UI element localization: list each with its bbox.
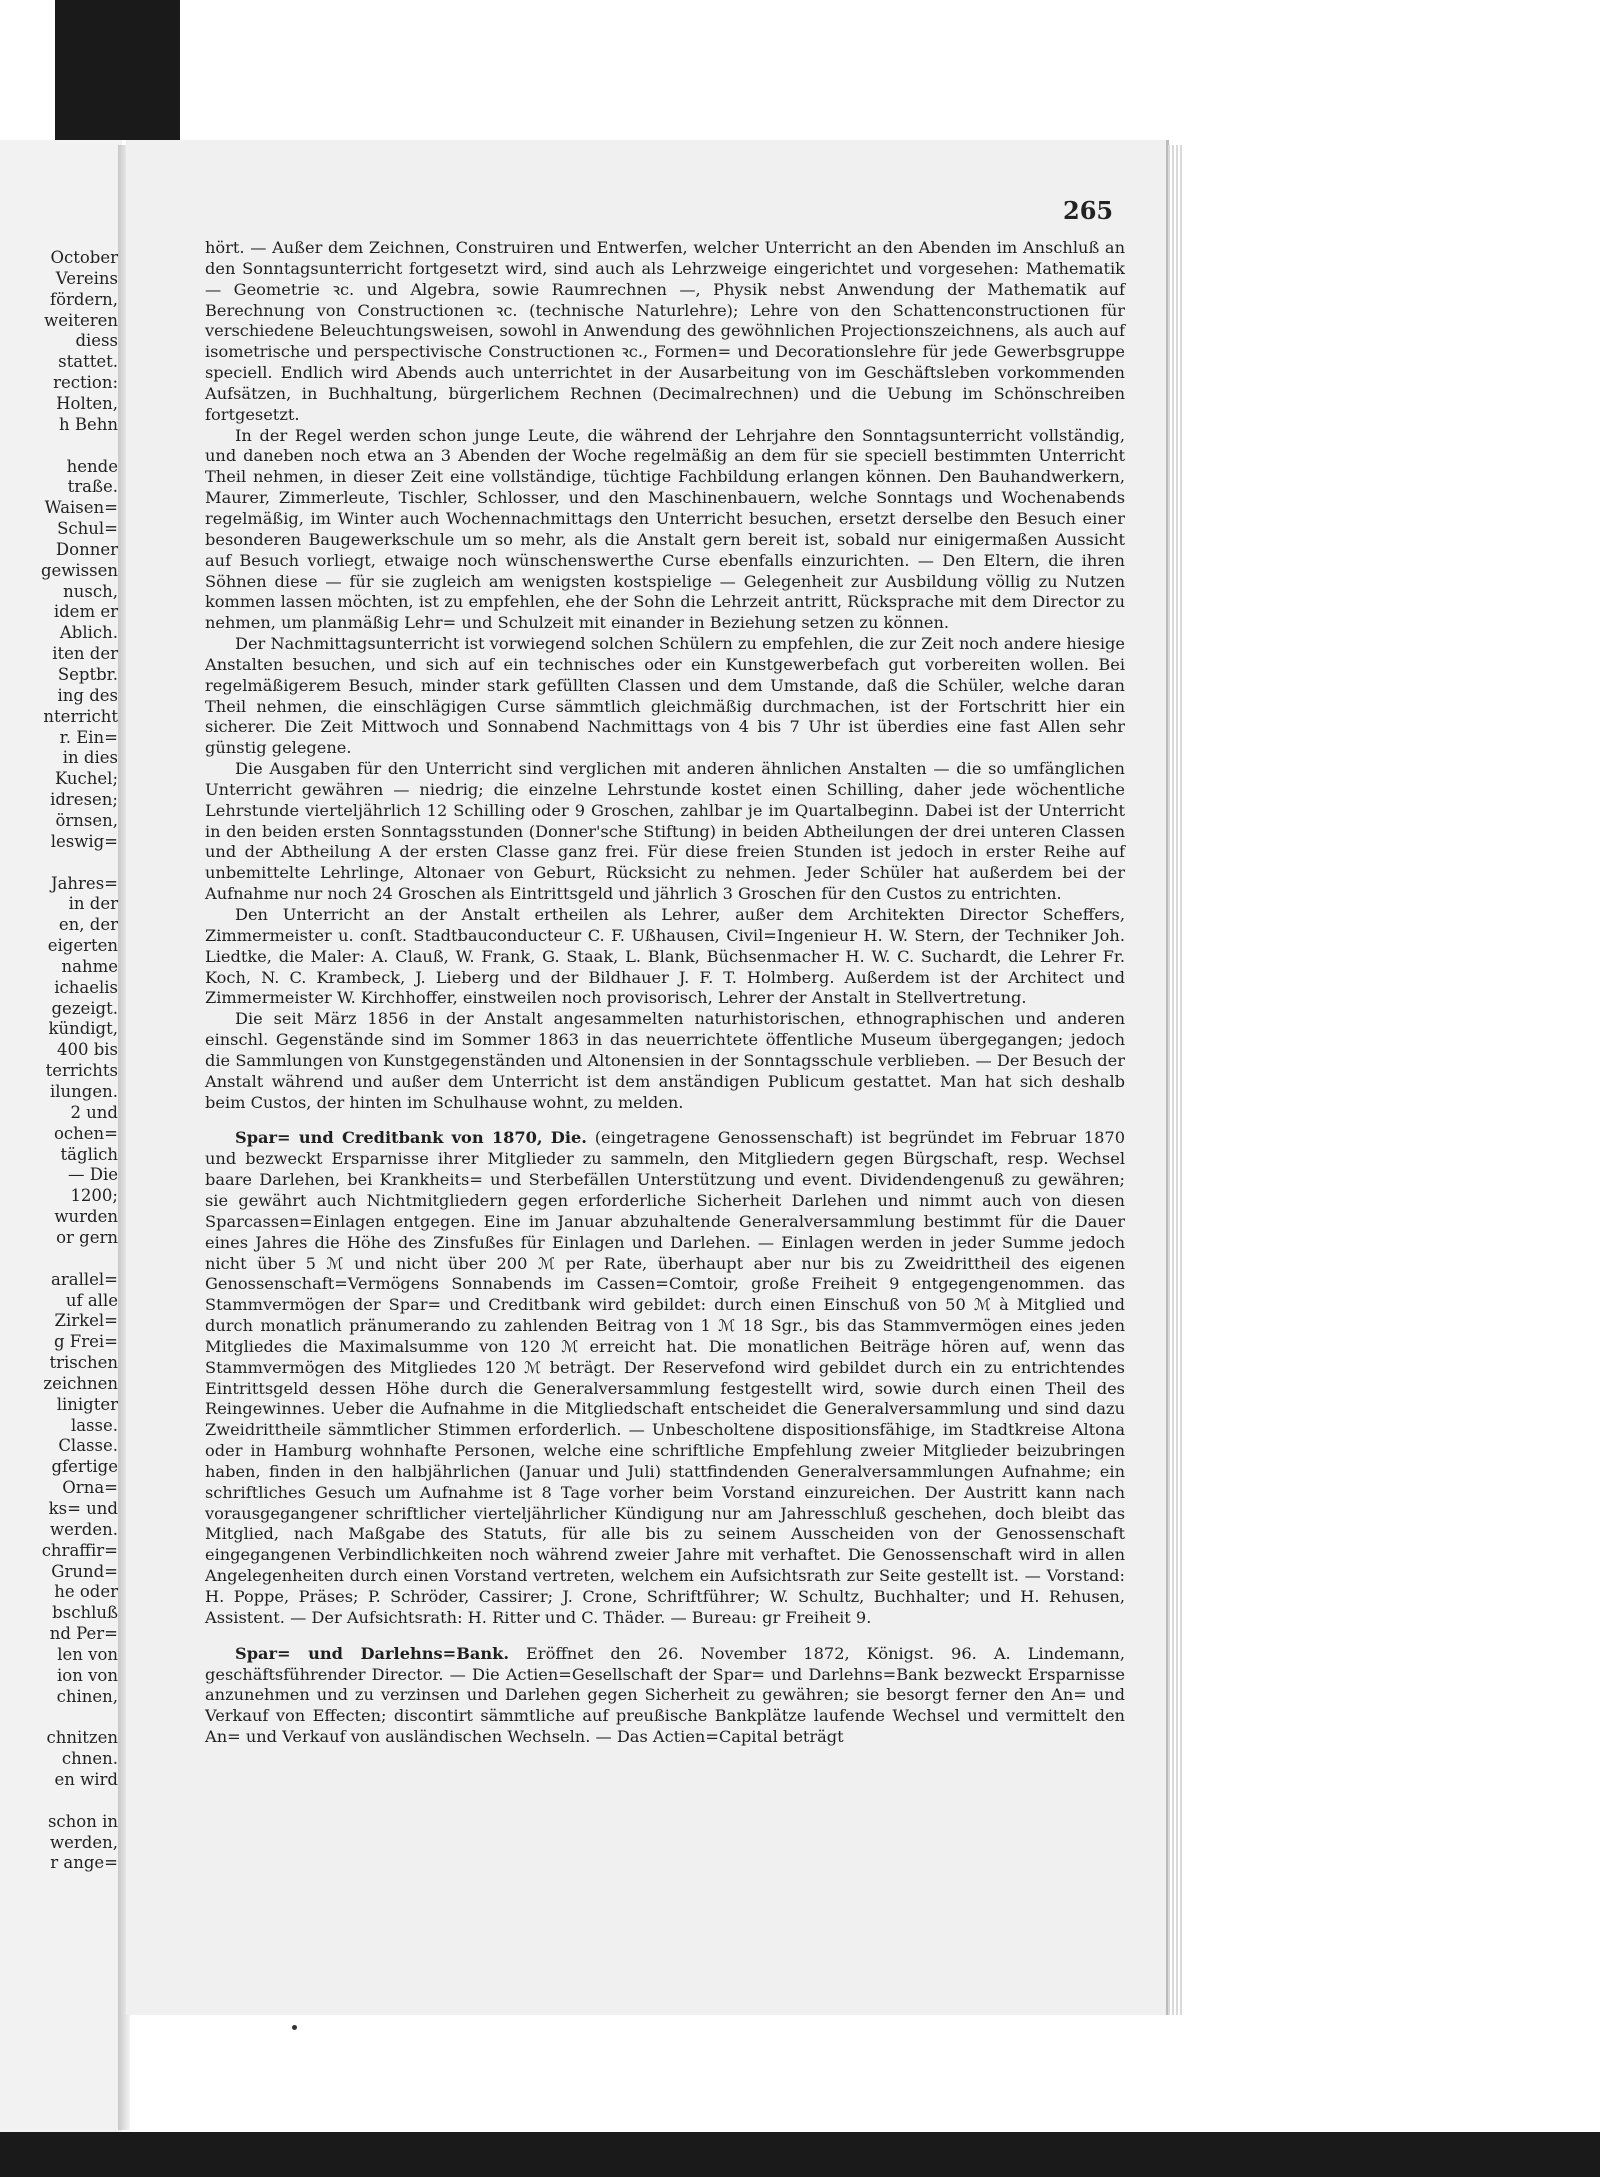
left-page-line: zeichnen	[43, 1373, 118, 1393]
left-page-line: nterricht	[43, 706, 118, 726]
left-page-line: Waisen=	[44, 498, 118, 518]
left-page-line: Donner	[55, 539, 118, 559]
left-page-line: nd Per=	[49, 1624, 118, 1644]
left-page-line: arallel=	[51, 1269, 118, 1289]
left-page-line: nahme	[61, 956, 118, 976]
left-page-line: uf alle	[65, 1290, 118, 1310]
left-page-line: gezeigt.	[51, 998, 118, 1018]
left-page-line: October	[50, 248, 118, 267]
paragraph-fees: Die Ausgaben für den Unterricht sind verglichen mit anderen ähnlichen Anstalten — die so umfänglichen Unterricht gewähren — niedrig; die einzelne Lehrstunde kostet einen Schilling, daher jede wöchentliche Lehrstunde vierteljährlich 12 Schilling oder 9 Groschen, zahlbar je im Quartalbeginn. Dabei ist der Unterricht in den beiden ersten Sonntagsstunden (Donner'sche Stiftung) in beiden Abtheilungen der drei unteren Classen und der Abtheilung A der ersten Classe ganz frei. Für diese freien Stunden ist jedoch in erster Reihe auf unbemittelte Lehrlinge, Altonaer von Geburt, Rücksicht zu nehmen. Jeder Schüler hat außerdem bei der Aufnahme nur noch 24 Groschen als Eintrittsgeld und jährlich 3 Groschen für den Custos zu entrichten.	[205, 759, 1125, 904]
section-creditbank-title: Spar= und Creditbank von 1870, Die.	[235, 1128, 587, 1148]
left-page-line: werden.	[50, 1519, 118, 1539]
left-page-line: gewissen	[40, 560, 118, 580]
left-page-line: Septbr.	[57, 665, 118, 684]
left-page-line: Orna=	[62, 1478, 118, 1498]
left-page-line: in dies	[62, 748, 118, 768]
left-page-line: Grund=	[51, 1561, 118, 1581]
left-page-line: h Behn	[58, 414, 118, 434]
left-page-line: leswig=	[50, 831, 118, 851]
left-page-line: diess	[75, 331, 118, 351]
left-page-line: Classe.	[58, 1436, 118, 1456]
scan-border-top	[55, 0, 180, 140]
paragraph-mathematics: hört. — Außer dem Zeichnen, Construiren und Entwerfen, welcher Unterricht an den Abenden im Anschluß an den Sonntagsunterricht fortgesetzt wird, sind auch als Lehrzweige eingerichtet und vorgesehen: Mathematik — Geometrie ꝛc. und Algebra, sowie Raumrechnen —, Physik nebst Anwendung der Mathematik auf Berechnung von Constructionen ꝛc. (technische Naturlehre); Lehre von den Schattenconstructionen für verschiedene Beleuchtungsweisen, sowohl in Anwendung des gewöhnlichen Projectionszeichnens, als auch auf isometrische und perspectivische Constructionen ꝛc., Formen= und Decorationslehre für jede Gewerbsgruppe speciell. Endlich wird Abends auch unterrichtet in der Ausarbeitung von im Geschäftsleben vorkommenden Aufsätzen, in Buchhaltung, bürgerlichem Rechnen (Decimalrechnen) und die Uebung im Schönschreiben fortgesetzt.	[205, 238, 1125, 424]
left-page-line: ion von	[57, 1665, 118, 1685]
left-page-line: täglich	[60, 1144, 118, 1164]
left-page-line: fördern,	[49, 289, 118, 309]
left-page-line: hende	[66, 456, 118, 476]
left-page-line: ilungen.	[49, 1082, 118, 1101]
left-page-line: chinen,	[56, 1686, 118, 1706]
left-page-line: idresen;	[50, 790, 118, 810]
text-body	[205, 238, 1125, 1748]
left-page-line: ing des	[57, 685, 118, 705]
paragraph-sunday-school: In der Regel werden schon junge Leute, die während der Lehrjahre den Sonntagsunterricht vollständig, und daneben noch etwa an 3 Abenden der Woche regelmäßig an dem für sie speciell bestimmten Unterricht Theil nehmen, in dieser Zeit eine vollständige, tüchtige Fachbildung erlangen können. Den Bauhandwerkern, Maurer, Zimmerleute, Tischler, Schlosser, und den Maschinenbauern, welche Sonntags und Wochenabends regelmäßig, im Winter auch Wochennachmittags den Unterricht besuchen, ersetzt derselbe den Besuch einer besonderen Baugewerkschule um so mehr, als die Anstalt gern bereit ist, sobald nur einigermaßen Aussicht auf Besuch vorliegt, etwaige noch wünschenswerthe Curse ebenfalls einzurichten. — Den Eltern, die ihren Söhnen diese — für sie zugleich am wenigsten kostspielige — Gelegenheit zur Ausbildung völlig zu Nutzen kommen lassen möchten, ist zu empfehlen, ehe der Sohn die Lehrzeit antritt, Rücksprache mit dem Director zu nehmen, um planmäßig Lehr= und Schulzeit mit einander in Beziehung setzen zu können.	[205, 425, 1125, 633]
left-page-line: bschluß	[52, 1603, 118, 1623]
section-darlehnsbank-title: Spar= und Darlehns=Bank.	[235, 1643, 510, 1663]
left-page-line: — Die	[67, 1165, 118, 1185]
left-page-line: Vereins	[55, 268, 118, 288]
left-page-line: lasse.	[70, 1415, 118, 1435]
left-page-line: stattet.	[58, 352, 118, 372]
left-page-fragment	[0, 140, 122, 2132]
left-page-line: gfertige	[51, 1457, 118, 1477]
paragraph-afternoon-lessons: Der Nachmittagsunterricht ist vorwiegend solchen Schülern zu empfehlen, die zur Zeit noch andere hiesige Anstalten besuchen, und sich auf ein technisches oder ein Kunstgewerbefach gut vorbereiten wollen. Bei regelmäßigerem Besuch, minder stark gefüllten Classen und dem Umstande, daß die Schüler, welche daran Theil nehmen, die einschlägigen Curse sämmtlich gleichmäßig durchmachen, ist der Fortschritt hier ein sicherer. Die Zeit Mittwoch und Sonnabend Nachmittags von 4 bis 7 Uhr ist überdies eine fast Allen sehr günstig gelegene.	[205, 634, 1125, 758]
page-edge	[1168, 145, 1182, 2015]
left-page-line: r ange=	[50, 1853, 118, 1873]
left-page-line: nusch,	[63, 581, 118, 601]
left-page-line: en, der	[58, 915, 118, 935]
left-page-line: en wird	[54, 1770, 118, 1790]
left-page-line: chnen.	[61, 1749, 118, 1769]
left-page-line: 1200;	[70, 1186, 118, 1206]
left-page-line: Jahres=	[50, 873, 118, 893]
left-page-line: Schul=	[57, 519, 118, 539]
left-page-line: ichaelis	[54, 977, 118, 997]
left-page-line: Holten,	[56, 393, 118, 413]
left-page-line: 2 und	[70, 1102, 118, 1122]
left-page-line: Kuchel;	[54, 769, 118, 789]
left-page-line: g Frei=	[53, 1332, 118, 1352]
left-page-line: ks= und	[48, 1499, 118, 1518]
left-page-line: traße.	[67, 477, 118, 497]
left-page-line: eigerten	[47, 936, 118, 956]
left-page-line: len von	[57, 1644, 118, 1664]
left-page-line: werden,	[50, 1832, 118, 1852]
ink-dot	[292, 2025, 297, 2030]
scan-border-bottom	[0, 2132, 1600, 2177]
left-page-line: örnsen,	[55, 810, 118, 830]
left-page-line: idem er	[53, 602, 118, 622]
section-darlehnsbank-text: Eröffnet den 26. November 1872, Königst. 96. A. Lindemann, geschäftsführender Director. — Die Actien=Gesellschaft der Spar= und Darlehns=Bank bezweckt Ersparnisse anzunehmen und zu verzinsen und Darlehen gegen Sicherheit zu gewähren; sie besorgt ferner den An= und Verkauf von Effecten; discontirt sämmtliche auf preußische Bankplätze laufende Wechsel und vermittelt den An= und Verkauf von ausländischen Wechseln. — Das Actien=Capital beträgt	[205, 1643, 1125, 1747]
left-page-line: kündigt,	[48, 1019, 118, 1039]
left-page-line: 400 bis	[56, 1040, 118, 1060]
page-number: 265	[1063, 196, 1114, 225]
left-page-line: Zirkel=	[54, 1311, 118, 1331]
left-page-line: in der	[68, 894, 118, 914]
left-page-line: weiteren	[44, 310, 118, 330]
left-page-line: wurden	[54, 1207, 118, 1227]
left-page-line: linigter	[56, 1394, 118, 1414]
left-page-line: ochen=	[53, 1123, 118, 1143]
paragraph-collections: Die seit März 1856 in der Anstalt angesammelten naturhistorischen, ethnographischen und anderen einschl. Gegenstände sind im Sommer 1863 in das neuerrichtete öffentliche Museum übergegangen; jedoch die Sammlungen von Kunstgegenständen und Altonensien in der Sonntagsschule verblieben. — Der Besuch der Anstalt während und außer dem Unterricht ist dem anständigen Publicum gestattet. Man hat sich deshalb beim Custos, der hinten im Schulhause wohnt, zu melden.	[205, 1009, 1125, 1112]
left-page-line: chraffir=	[41, 1540, 118, 1560]
left-page-line: he oder	[54, 1582, 118, 1602]
left-page-line: trischen	[49, 1353, 118, 1373]
section-darlehnsbank	[205, 1644, 1125, 1748]
left-page-line: chnitzen	[46, 1728, 118, 1748]
left-page-line: schon in	[47, 1811, 118, 1831]
paragraph-teachers: Den Unterricht an der Anstalt ertheilen als Lehrer, außer dem Architekten Director Scheffers, Zimmermeister u. conſt. Stadtbauconducteur C. F. Ußhausen, Civil=Ingenieur H. W. Stern, der Techniker Joh. Liedtke, die Maler: A. Clauß, W. Frank, G. Staak, L. Blank, Büchsenmacher H. W. C. Suchardt, die Lehrer Fr. Koch, N. C. Krambeck, J. Lieberg und der Bildhauer J. F. T. Holmberg. Außerdem ist der Architect und Zimmermeister W. Kirchhoffer, einstweilen noch provisorisch, Lehrer der Anstalt in Stellvertretung.	[205, 905, 1125, 1008]
left-page-line: rection:	[53, 373, 118, 393]
section-creditbank-text: (eingetragene Genossenschaft) ist begründet im Februar 1870 und bezweckt Ersparnisse ihrer Mitglieder zu sammeln, den Mitgliedern gegen Bürgschaft, resp. Wechsel baare Darlehen, bei Krankheits= und Sterbefällen Unterstützung und event. Dividendengenuß zu gewähren; sie gewährt auch Nichtmitgliedern gegen erforderliche Sicherheit Darlehen und nimmt auch von diesen Sparcassen=Einlagen entgegen. Eine im Januar abzuhaltende Generalversammlung bestimmt für die Dauer eines Jahres die Höhe des Zinsfußes für Einlagen und Darlehen. — Einlagen werden in jeder Summe jedoch nicht über 5 ℳ und nicht über 200 ℳ per Rate, überhaupt aber nur bis zu Zweidrittheil des eigenen Genossenschaft=Vermögens Sonnabends im Cassen=Comtoir, große Freiheit 9 entgegengenommen. das Stammvermögen der Spar= und Creditbank wird gebildet: durch einen Einschuß von 50 ℳ à Mitglied und durch monatlich pränumerando zu zahlenden Beitrag von 1 ℳ 18 Sgr., bis das Stammvermögen eines jeden Mitgliedes die Maximalsumme von 120 ℳ erreicht hat. Die monatlichen Beiträge hören auf, wenn das Stammvermögen des Mitgliedes 120 ℳ beträgt. Der Reservefond wird gebildet durch ein zu entrichtendes Eintrittsgeld dessen Höhe durch die Generalversammlung festgestellt wird, sowie durch einen Theil des Reingewinnes. Ueber die Aufnahme in die Mitgliedschaft entscheidet die Generalversammlung und sind dazu Zweidrittheile sämmtlicher Stimmen erforderlich. — Unbescholtene dispositionsfähige, im Stadtkreise Altona oder in Hamburg wohnhafte Personen, welche eine schriftliche Empfehlung zweier Mitglieder beizubringen haben, finden in den halbjährlichen (Januar und Juli) stattfindenden Generalversammlungen Aufnahme; ein schriftliches Gesuch um Aufnahme ist 8 Tage vorher beim Vorstand einzureichen. Der Austritt kann nach vorausgegangener schriftlicher vierteljährlicher Kündigung nur am Jahresschluß geschehen, doch bleibt das Mitglied, nach Maßgabe des Statuts, für alle bis zu seinem Ausscheiden von der Genossenschaft eingegangenen Verbindlichkeiten noch während zweier Jahre mit verhaftet. Die Genossenschaft wird in allen Angelegenheiten durch einen Vorstand vertreten, welchem ein Aufsichtsrath zur Seite gestellt ist. — Vorstand: H. Poppe, Präses; P. Schröder, Cassirer; J. Crone, Schriftführer; W. Schultz, Buchhalter; und H. Rehusen, Assistent. — Der Aufsichtsrath: H. Ritter und C. Thäder. — Bureau: gr Freiheit 9.	[205, 1128, 1125, 1627]
left-page-line: terrichts	[45, 1061, 118, 1081]
section-creditbank	[205, 1128, 1125, 1628]
left-page-line: Ablich.	[59, 623, 118, 643]
left-page-line: r. Ein=	[59, 727, 118, 747]
left-page-line: iten der	[52, 644, 118, 664]
left-page-line: or gern	[56, 1227, 118, 1247]
